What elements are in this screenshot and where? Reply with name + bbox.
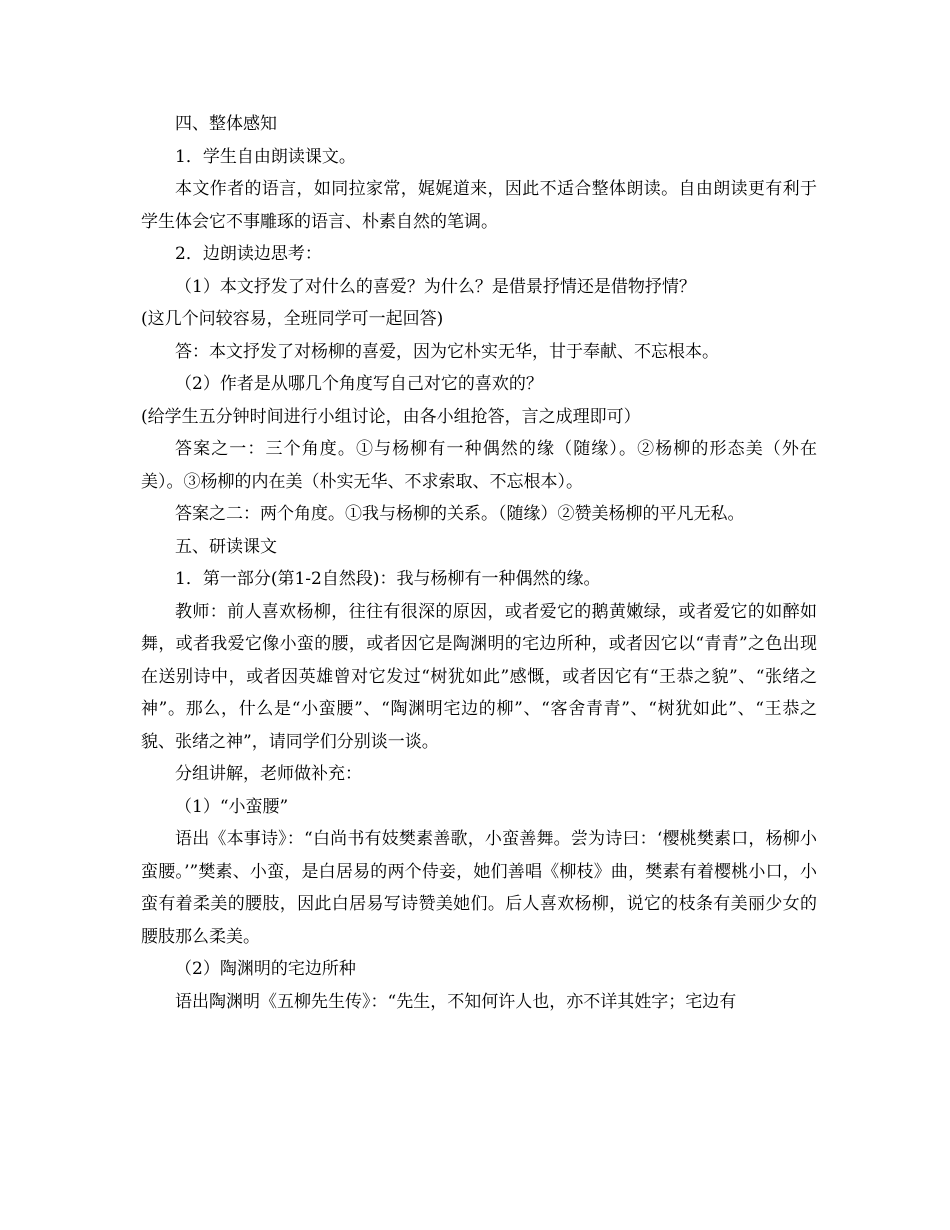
step-free-reading: 1．学生自由朗读课文。: [175, 146, 356, 167]
paragraph-group-explain: 分组讲解，老师做补充：: [175, 764, 362, 784]
question-1: （1）本文抒发了对什么的喜爱？为什么？是借景抒情还是借物抒情？: [175, 276, 696, 297]
step-read-and-think: 2．边朗读边思考：: [175, 244, 322, 264]
part-1-heading: 1．第一部分(第1-2自然段)：我与杨柳有一种偶然的缘。: [175, 569, 601, 589]
paragraph-reading-rationale: 本文作者的语言，如同拉家常，娓娓道来，因此不适合整体朗读。自由朗读更有利于学生体会它不事雕琢的语言、朴素自然的笔调。: [141, 179, 817, 232]
answer-option-2: 答案之二：两个角度。①我与杨柳的关系。（随缘）②赞美杨柳的平凡无私。: [175, 504, 745, 524]
question-2: （2）作者是从哪几个角度写自己对它的喜欢的？: [175, 374, 543, 394]
paragraph-xiaoman-explanation: 语出《本事诗》：“白尚书有妓樊素善歌，小蛮善舞。尝为诗曰：‘樱桃樊素口，杨柳小蛮腰。’”樊素、小蛮，是白居易的两个侍妾，她们善唱《柳枝》曲，樊素有着樱桃小口，小蛮有着柔美的腰肢，因此白居易写诗赞美她们。后人喜欢杨柳，说它的枝条有美丽少女的腰肢那么柔美。: [141, 829, 817, 947]
answer-option-1: 答案之一：三个角度。①与杨柳有一种偶然的缘（随缘）。②杨柳的形态美（外在美）。③杨柳的内在美（朴实无华、不求索取、不忘根本）。: [141, 439, 817, 492]
document-page: [141, 108, 817, 1018]
section-heading-overall-perception: 四、整体感知: [175, 114, 277, 134]
subheading-tao-yuanming: （2）陶渊明的宅边所种: [175, 959, 356, 979]
section-heading-study-text: 五、研读课文: [175, 536, 277, 557]
subheading-xiaoman-waist: （1）“小蛮腰”: [175, 796, 289, 817]
paragraph-teacher-prompt: 教师：前人喜欢杨柳，往往有很深的原因，或者爱它的鹅黄嫩绿，或者爱它的如醉如舞，或者我爱它像小蛮的腰，或者因它是陶渊明的宅边所种，或者因它以“青青”之色出现在送别诗中，或者因英雄曾对它发过“树犹如此”感慨，或者因它有“王恭之貌”、“张绪之神”。那么，什么是“小蛮腰”、“陶渊明宅边的柳”、“客舍青青”、“树犹如此”、“王恭之貌、张绪之神”，请同学们分别谈一谈。: [141, 601, 817, 752]
paragraph-tao-yuanming-explanation: 语出陶渊明《五柳先生传》：“先生，不知何许人也，亦不详其姓字；宅边有: [175, 991, 737, 1012]
note-question-2: (给学生五分钟时间进行小组讨论，由各小组抢答，言之成理即可）: [141, 406, 641, 427]
note-question-1: (这几个问较容易，全班同学可一起回答): [141, 309, 444, 329]
answer-question-1: 答：本文抒发了对杨柳的喜爱，因为它朴实无华，甘于奉献、不忘根本。: [175, 341, 719, 362]
